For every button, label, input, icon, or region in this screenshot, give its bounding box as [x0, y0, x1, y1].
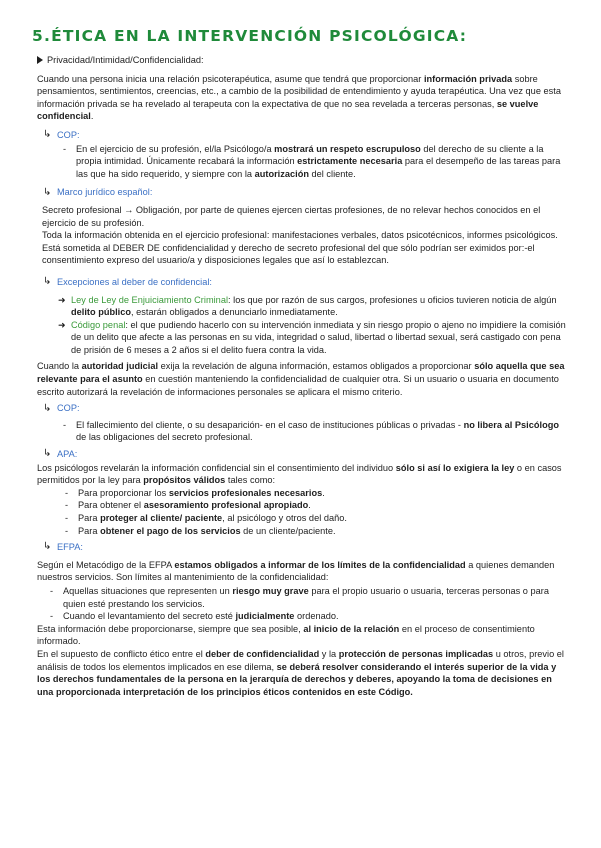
corner-arrow-icon: ↳ [43, 276, 52, 288]
list-item: - Aquellas situaciones que representen un riesgo muy grave para el propio usuario o usuaria, terceras personas o para quien esté prestando los servicios. [50, 585, 569, 610]
efpa-list [37, 585, 569, 623]
efpa-paragraph-2: Esta información debe proporcionarse, siempre que sea posible, al inicio de la relación en el proceso de consentimiento informado. [37, 623, 535, 647]
subheading-cop-2: ↳ COP: [43, 402, 80, 414]
section-label: Privacidad/Intimidad/Confidencialidad: [37, 54, 569, 67]
marco-paragraph-1: Secreto profesional → Obligación, por parte de quienes ejercen ciertas profesiones, de no relevar hechos conocidos en el ejercicio de su profesión. [42, 204, 541, 228]
corner-arrow-icon: ↳ [43, 448, 52, 460]
intro-paragraph: Cuando una persona inicia una relación psicoterapéutica, asume que tendrá que proporcionar información privada sobre pensamientos, sentimientos, creencias, etc., a cambio de la posibilidad de entendimiento y ayuda terapéutica. Una vez que esta información privada se ha revelado al terapeuta con la expectativa de que no sea revelada a terceras personas, se vuelve confidencial. [37, 73, 561, 122]
subheading-excepciones: ↳ Excepciones al deber de confidencial: [43, 276, 212, 288]
list-item: - Para proteger al cliente/ paciente, al psicólogo y otros del daño. [65, 512, 569, 525]
subheading-efpa: ↳ EFPA: [43, 541, 83, 553]
apa-list [37, 487, 569, 537]
list-item: - En el ejercicio de su profesión, el/la Psicólogo/a mostrará un respeto escrupuloso del derecho de su cliente a la propia intimidad. Únicamente recabará la información estrictamente necesaria para el desempeño de las tareas para las que ha sido requerido, y siempre con la autorización del cliente. [63, 143, 569, 181]
corner-arrow-icon: ↳ [43, 129, 52, 141]
page-title: 5.ÉTICA EN LA INTERVENCIÓN PSICOLÓGICA: [32, 27, 468, 45]
marco-paragraph-2: Toda la información obtenida en el ejercicio profesional: manifestaciones verbales, datos psicotécnicos, informes psicológicos. Está sometida al DEBER DE confidencialidad y derecho de secreto profesional del que sólo podrían ser eximidos por:-el consentimiento expreso del usuario/a y disposiciones legales que así lo establezcan. [42, 230, 558, 266]
apa-paragraph: Los psicólogos revelarán la información confidencial sin el consentimiento del individuo sólo si así lo exigiera la ley o en casos permitidos por la ley para propósitos válidos tales como: [37, 462, 562, 486]
list-item: - Para obtener el asesoramiento profesional apropiado. [65, 499, 569, 512]
right-arrow-icon: ➜ [58, 319, 66, 330]
efpa-paragraph-1: Según el Metacódigo de la EFPA estamos obligados a informar de los límites de la confidencialidad a quienes demanden nuestros servicios. Son límites al mantenimiento de la confidencialidad: [37, 559, 555, 583]
excepciones-list [37, 294, 569, 357]
cop-1-list [37, 143, 569, 181]
list-item: ➜ Código penal: el que pudiendo hacerlo con su intervención inmediata y sin riesgo propio o ajeno no impidiere la comisión de un delito que afecte a las personas en su vida, integridad o salud, libertad o libertad sexual, será castigado con pena de prisión de 6 meses a 2 años si el delito fuera contra la vida. [58, 319, 566, 355]
list-item: ➜ Ley de Ley de Enjuiciamiento Criminal: los que por razón de sus cargos, profesiones u oficios tuvieren noticia de algún delito público, estarán obligados a denunciarlo inmediatamente. [58, 294, 557, 318]
subheading-marco-juridico: ↳ Marco jurídico español: [43, 186, 153, 198]
list-item: - Para proporcionar los servicios profesionales necesarios. [65, 487, 569, 500]
triangle-bullet-icon [37, 56, 43, 64]
corner-arrow-icon: ↳ [43, 186, 52, 198]
efpa-paragraph-3: En el supuesto de conflicto ético entre el deber de confidencialidad y la protección de personas implicadas u otros, previo el análisis de todos los elementos implicados en ese dilema, se deberá resolver considerando el interés superior de la vida y los derechos fundamentales de la persona en la jerarquía de derechos y deberes, apoyando la toma de decisiones en una proporcionada interpretación de los principios éticos contenidos en este Código. [37, 648, 564, 697]
subheading-apa: ↳ APA: [43, 448, 78, 460]
subheading-cop-1: ↳ COP: [43, 129, 80, 141]
corner-arrow-icon: ↳ [43, 402, 52, 414]
cop-2-list [37, 419, 569, 444]
list-item: - El fallecimiento del cliente, o su desaparición- en el caso de instituciones públicas o privadas - no libera al Psicólogo de las obligaciones del secreto profesional. [63, 419, 569, 444]
list-item: - Cuando el levantamiento del secreto esté judicialmente ordenado. [50, 610, 569, 623]
corner-arrow-icon: ↳ [43, 541, 52, 553]
autoridad-paragraph: Cuando la autoridad judicial exija la revelación de alguna información, estamos obligados a proporcionar sólo aquella que sea relevante para el asunto en cuestión manteniendo la confidencialidad de cualquier otra. Si un usuario o usuaria en documento escrito autorizará la revelación de informaciones personales se aplicara el mismo criterio. [37, 361, 565, 397]
list-item: - Para obtener el pago de los servicios de un cliente/paciente. [65, 525, 569, 538]
right-arrow-icon: ➜ [58, 294, 66, 305]
